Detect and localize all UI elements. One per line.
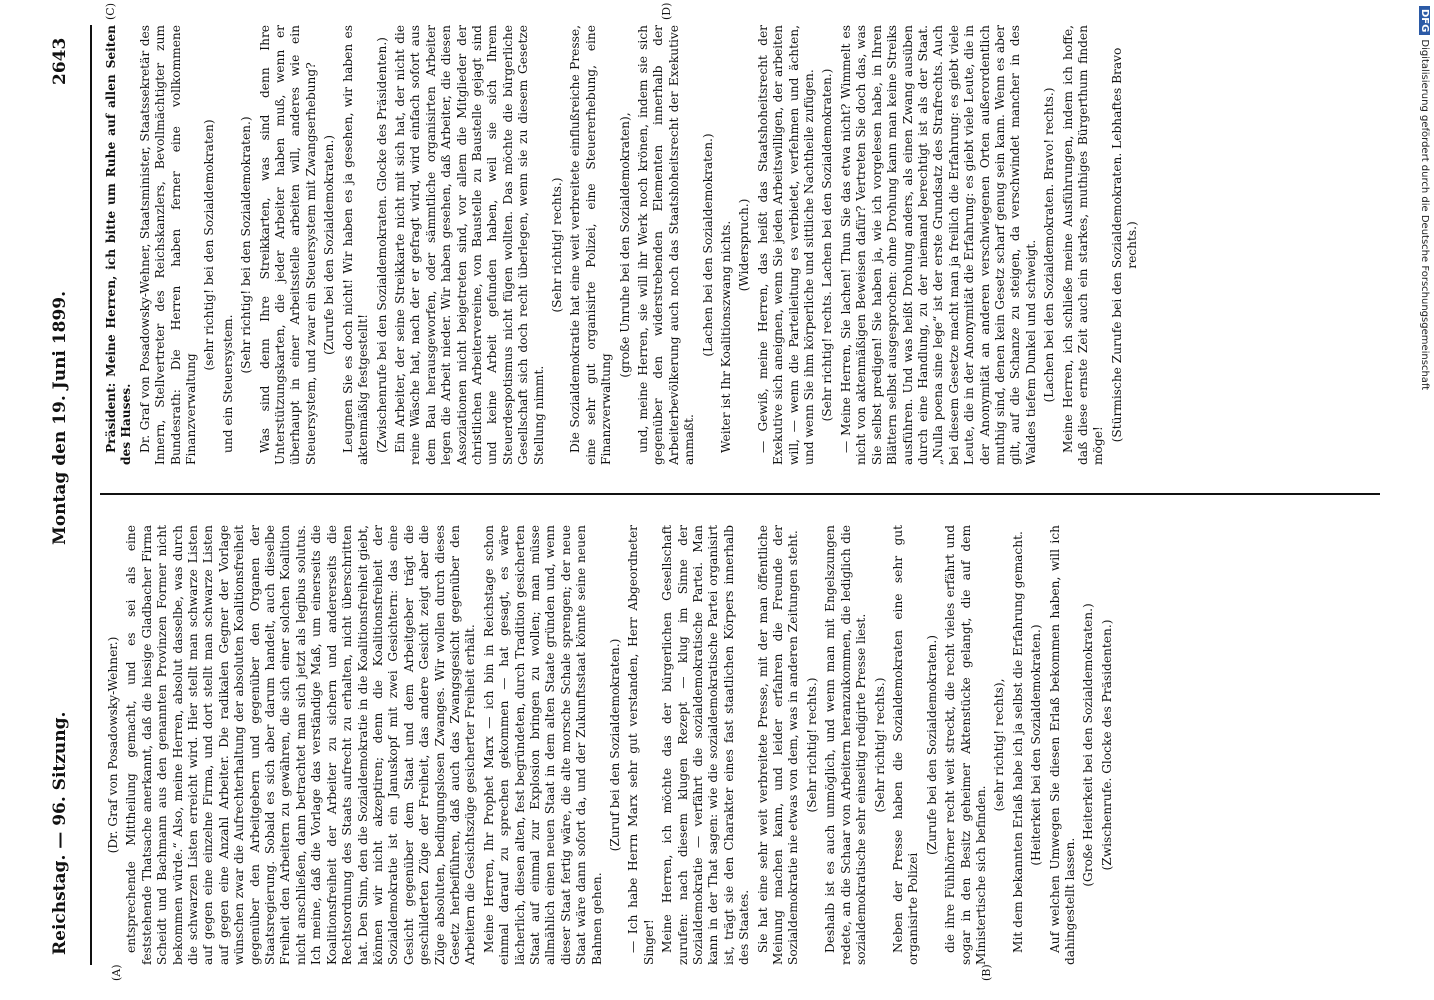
paragraph: (Lachen bei den Sozialdemokraten.) bbox=[700, 133, 715, 357]
credit-text: Digitalisierung gefördert durch die Deutsche Forschungsgemeinschaft bbox=[1419, 39, 1430, 391]
dfg-logo: DFG bbox=[1419, 6, 1430, 35]
paragraph: Neben der Presse haben die Sozialdemokraten eine sehr gut organisirte Polizei bbox=[890, 525, 921, 965]
margin-marker-a: (A) bbox=[110, 964, 123, 981]
paragraph: (Große Heiterkeit bei den Sozialdemokraten.) bbox=[1081, 603, 1096, 887]
paragraph: Meine Herren, ich möchte das der bürgerlichen Gesellschaft zurufen: nach diesem klugen Rezept — klug im Sinne der Sozialdemokratie — verfährt die sozialdemokratische Partei. Man kann in der That sagen: wie die sozialdemokratische Partei organisirt ist, trägt sie den Charakter eines fast staatlichen Körpers innerhalb des Staates. bbox=[660, 525, 752, 965]
paragraph: Leugnen Sie es doch nicht! Wir haben es ja gesehen, wir haben es aktenmäßig festgestellt! bbox=[340, 25, 371, 465]
text-column-right bbox=[104, 25, 1374, 465]
column-divider bbox=[100, 493, 1380, 495]
paragraph: Dr. Graf von Posadowsky-Wehner, Staatsminister, Staatssekretär des Innern, Stellvertreter des Reichskanzlers, Bevollmächtigter zum Bundesrath: Die Herren haben ferner eine vollkommene Finanzverwaltung bbox=[137, 25, 199, 465]
paragraph: Die Sozialdemokratie hat eine weit verbreitete einflußreiche Presse, eine sehr gut organisirte Polizei, eine Steuererhebung, eine Finanzverwaltung bbox=[568, 25, 614, 465]
paragraph: (Sehr richtig! bei den Sozialdemokraten.) bbox=[239, 116, 254, 374]
paragraph: Meine Herren, Ihr Prophet Marx — ich bin in Reichstage schon einmal darauf zu sprechen gekommen — hat gesagt, es wäre lächerlich, diesen alten, fest begründeten, durch Tradition gesicherten Staat auf einmal zur Explosion bringen zu wollen; man müsse allmählich einen neuen Staat in dem alten Staate gründen und, wenn dieser Staat fertig wäre, die alte morsche Schale sprengen; der neue Staat wäre dann sofort da, und der Zukunftsstaat könnte seine neuen Bahnen gehen. bbox=[481, 525, 604, 965]
header-center: Montag den 19. Juni 1899. bbox=[50, 290, 70, 545]
paragraph: die ihre Fühlhörner recht weit streckt, die recht vieles erfährt und sogar in den Besitz geheimer Aktenstücke gelangt, die auf dem Ministertische sich befinden. bbox=[943, 525, 988, 965]
paragraph: (Sehr richtig! rechts.) bbox=[872, 677, 887, 813]
paragraph: entsprechende Mittheilung gemacht, und es sei als eine feststehende Thatsache anerkannt, daß die hiesige Gladbacher Firma Scheidt und Bachmann aus den genannten Provinzen Former nicht bekommen würde.“ Also, meine Herren, absolut dasselbe, was durch die schwarzen Listen erreicht wird. Hier stellt man schwarze Listen auf gegen eine einzelne Firma, und dort stellt man schwarze Listen auf gegen eine Anzahl Arbeiter. Die radikalen Gegner der Vorlage wünschen zwar die Aufrechterhaltung der absoluten Koalitionsfreiheit gegenüber den Arbeitgebern und gegenüber den Organen der Staatsregierung. Sobald es sich aber darum handelt, auch dieselbe Freiheit den Arbeitern zu gewähren, die sich einer solchen Koalition nicht anschließen, dann betrachtet man sich jetzt als legibus solutus. Ich meine, daß die Vorlage das verständige Maß, um einerseits die Koalitionsfreiheit der Arbeiter zu sichern und andererseits die Rechtsordnung des Staats aufrecht zu erhalten, nicht überschritten hat. Den Sinn, den die Sozialdemokratie in die Koalitionsfreiheit giebt, können wir nicht akzeptiren; denn die Koalitionsfreiheit der Sozialdemokratie ist ein Januskopf mit zwei Gesichtern: das eine Gesicht gegenüber dem Staat und dem Arbeitgeber trägt die geschilderten Züge der Freiheit, das andere Gesicht zeigt aber die Züge absoluten, bedingungslosen Zwanges. Wir wollen durch dieses Gesetz herbeiführen, daß auch das Zwangsgesicht gegenüber den Arbeitern die Gesichtszüge gesicherter Freiheit erhält. bbox=[124, 525, 478, 965]
paragraph: (sehr richtig! rechts), bbox=[992, 678, 1007, 812]
paragraph: — Ich habe Herrn Marx sehr gut verstanden, Herr Abgeordneter Singer! bbox=[626, 525, 656, 965]
paragraph: (Zurufe bei den Sozialdemokraten.) bbox=[322, 135, 337, 356]
paragraph: Weiter ist Ihr Koalitionszwang nichts. bbox=[719, 220, 734, 453]
paragraph: Was sind denn Ihre Streikkarten, was sind denn Ihre Unterstützungskarten, die jeder Arbeiter haben muß, wenn er überhaupt in einer Arbeitsstelle arbeiten will, anderes wie ein Steuersystem, und zwar ein Steuersystem mit Zwangserhebung? bbox=[257, 25, 318, 465]
paragraph: (Lachen bei den Sozialdemokraten. Bravo! rechts.) bbox=[1042, 87, 1057, 403]
paragraph: (Zuruf bei den Sozialdemokraten.) bbox=[608, 638, 622, 852]
paragraph: und, meine Herren, sie will ihr Werk noch krönen, indem sie sich gegenüber den widerstrebenden Elementen innerhalb der Arbeiterbevölkerung auch noch das Staatshoheitsrecht der Exekutive anmaßt. bbox=[636, 25, 697, 465]
page-number: 2643 bbox=[50, 37, 70, 85]
paragraph: (Widerspruch.) bbox=[737, 198, 752, 292]
paragraph: (große Unruhe bei den Sozialdemokraten), bbox=[617, 112, 632, 378]
paragraph: Ein Arbeiter, der seine Streikkarte nicht mit sich hat, der nicht die reine Wäsche hat, nach der er gefragt wird, wird einfach sofort aus dem Bau herausgeworfen, oder sämmtliche organisirten Arbeiter legen die Arbeit nieder. Wir haben gesehen, daß Arbeiter, die diesen Assoziationen nicht beigetreten sind, vor allem die Mitglieder der christlichen Arbeitervereine, von Baustelle zu Baustelle gejagt sind und keine Arbeit gefunden haben, weil sie sich Ihrem Steuerdespotismus nicht fügen wollten. Das möchte die bürgerliche Gesellschaft sich doch recht überlegen, wenn sie zu diesem Gesetze Stellung nimmt. bbox=[392, 25, 546, 465]
margin-marker-b: (B) bbox=[980, 964, 993, 981]
paragraph: (Dr. Graf von Posadowsky-Wehner.) bbox=[106, 636, 120, 854]
paragraph: — Meine Herren, Sie lachen! Thun Sie das etwa nicht? Wimmelt es nicht von aktenmäßigen Beweisen dafür? Vertreten Sie doch das, was Sie selbst predigen! Sie haben ja, wie ich vorgelesen habe, in Ihren Blättern selbst ausgesprochen: ohne Drohung kann man keine Streiks ausführen. Und was heißt Drohung anders, als einen Zwang ausüben durch eine Handlung, zu der niemand berechtigt ist als der Staat. „Nulla poena sine lege“ ist der erste Grundsatz des Strafrechts. Auch bei diesem Gesetze macht man ja freilich die Erfahrung: es giebt viele Leute, die in der Anonymität die Erfahrung: es giebt viele Leute, die in der Anonymität an anderen verschwiegenen Orten außerordentlich muthig sind, denen kein Gesetz scharf genug sein kann. Wenn es aber gilt, auf die Schanze zu steigen, da verschwindet mancher in des Waldes tiefem Dunkel und schweigt. bbox=[838, 25, 1038, 465]
paragraph: (Zurufe bei den Sozialdemokraten.) bbox=[924, 635, 939, 856]
paragraph: (Zwischenrufe. Glocke des Präsidenten.) bbox=[1099, 619, 1114, 871]
paragraph: (sehr richtig! bei den Sozialdemokraten) bbox=[202, 119, 217, 371]
paragraph: Präsident: Meine Herren, ich bitte um Ruhe auf allen Seiten des Hauses. bbox=[104, 25, 134, 465]
paragraph: (Zwischenrufe bei den Sozialdemokraten. Glocke des Präsidenten.) bbox=[374, 37, 389, 453]
paragraph: Meine Herren, ich schließe meine Ausführungen, indem ich hoffe, daß diese ernste Zeit auch ein starkes, muthiges Bürgerthum finden möge! bbox=[1060, 25, 1106, 465]
paragraph: Deshalb ist es auch unmöglich, und wenn man mit Engelszungen redete, an die Schaar von Arbeitern heranzukommen, die lediglich die sozialdemokratische sehr einseitig redigirte Presse liest. bbox=[823, 525, 869, 965]
paragraph: (Sehr richtig! rechts.) bbox=[804, 677, 819, 813]
paragraph: (Sehr richtig! rechts. Lachen bei den Sozialdemokraten.) bbox=[820, 68, 835, 422]
paragraph: (Sehr richtig! rechts.) bbox=[549, 177, 564, 313]
header-left: Reichstag. — 96. Sitzung. bbox=[50, 711, 70, 955]
digitization-credit bbox=[1404, 0, 1434, 1000]
paragraph: Mit dem bekannten Erlaß habe ich ja selbst die Erfahrung gemacht. bbox=[1010, 531, 1025, 953]
paragraph: (Stürmische Zurufe bei den Sozialdemokraten. Lebhaftes Bravo rechts.) bbox=[1109, 47, 1140, 443]
paragraph: Sie hat eine sehr weit verbreitete Presse, mit der man öffentliche Meinung machen kann, und leider erfahren die Freunde der Sozialdemokratie nie etwas von dem, was in anderen Zeitungen steht. bbox=[755, 525, 801, 965]
paragraph: Auf welchen Umwegen Sie diesen Erlaß bekommen haben, will ich dahingestellt lassen. bbox=[1047, 525, 1077, 965]
paragraph: — Gewiß, meine Herren, das heißt das Staatshoheitsrecht der Exekutive sich aneignen, wenn Sie jeden Arbeitswilligen, der arbeiten will, — wenn die Parteileitung es verbietet, verfehmen und ächten, und wenn Sie ihm körperliche und sittliche Nachtheile zufügen. bbox=[755, 25, 817, 465]
paragraph: und ein Steuersystem. bbox=[220, 314, 235, 453]
margin-marker-d: (D) bbox=[660, 2, 673, 20]
paragraph: (Heiterkeit bei den Sozialdemokraten.) bbox=[1029, 624, 1044, 866]
rotated-page-content bbox=[50, 2, 1380, 981]
text-column-left bbox=[104, 525, 1374, 965]
header-rule bbox=[90, 25, 92, 965]
margin-marker-c: (C) bbox=[104, 3, 117, 20]
